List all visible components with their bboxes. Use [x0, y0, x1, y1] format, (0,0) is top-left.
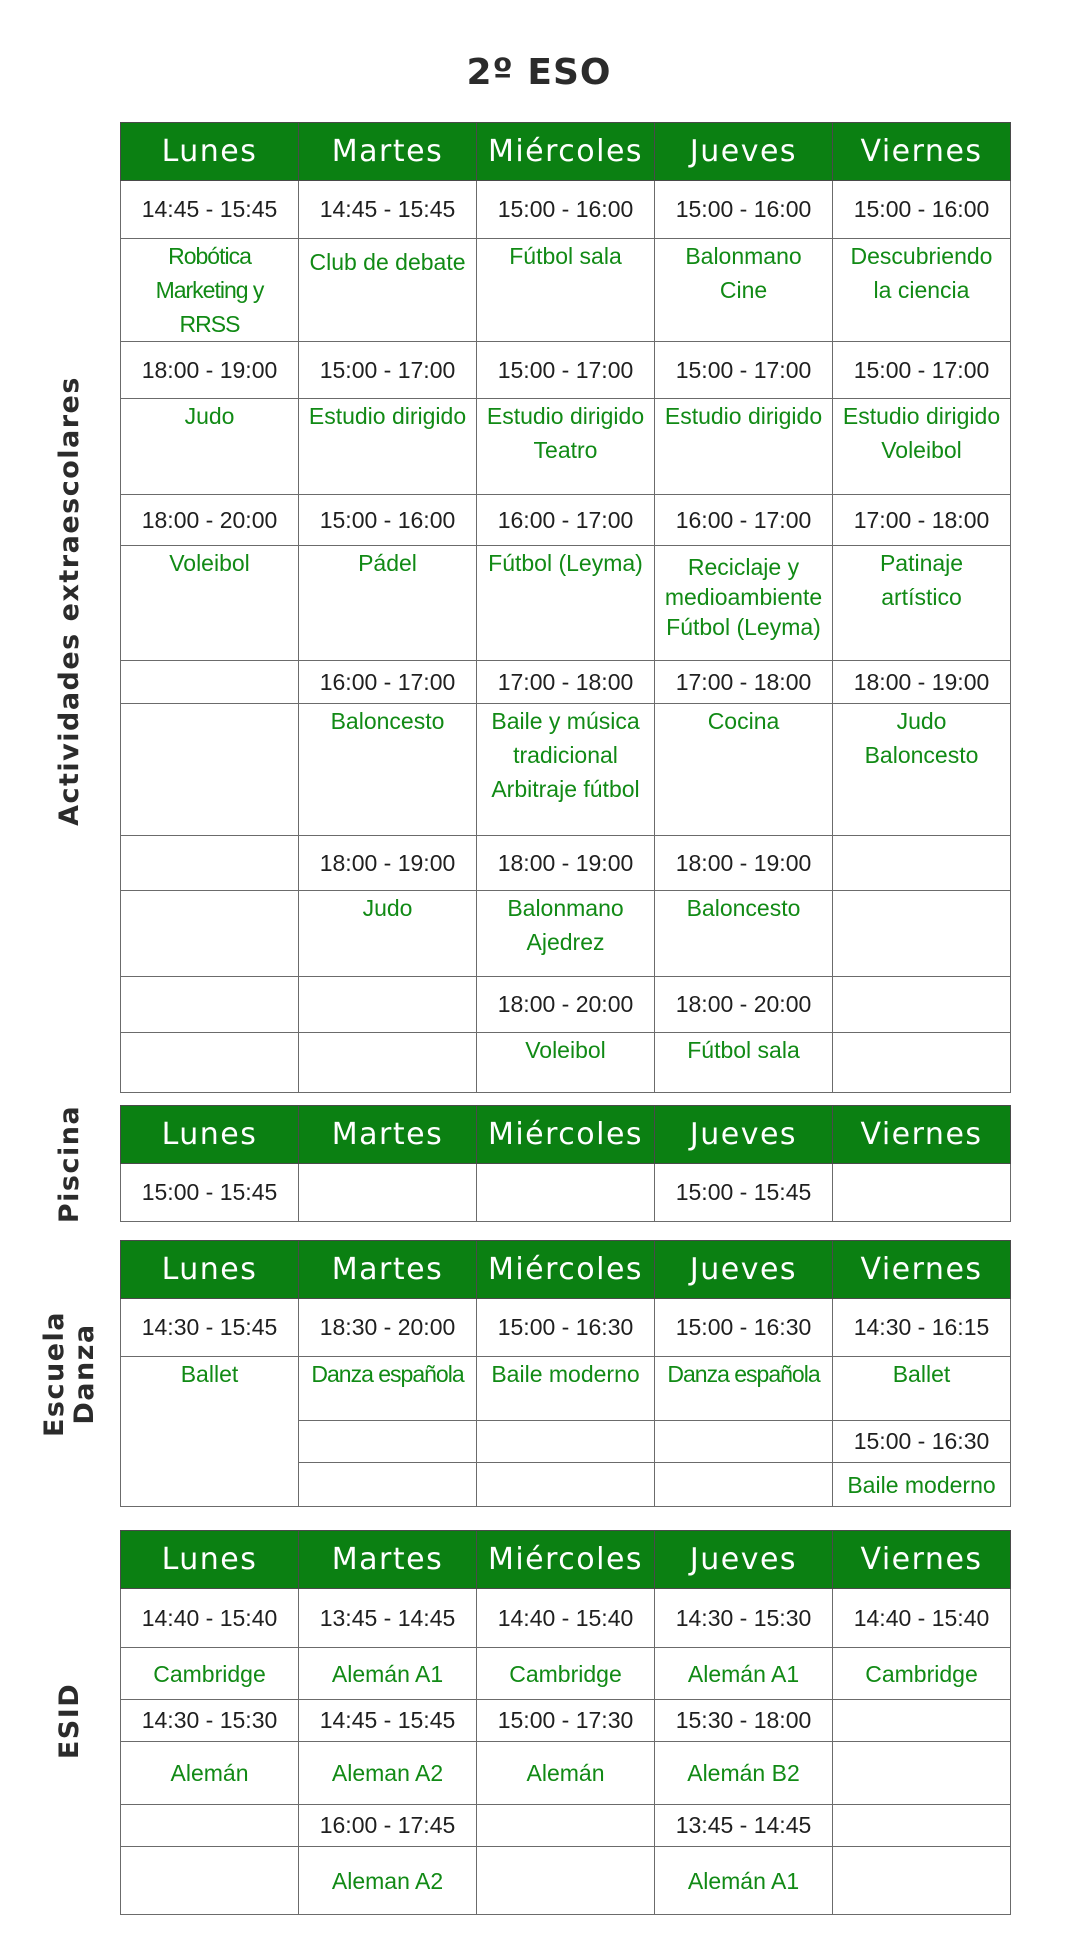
time-cell: 14:30 - 15:30: [655, 1589, 833, 1648]
activity-cell: Ballet: [121, 1357, 299, 1507]
header-miercoles: Miércoles: [477, 1241, 655, 1299]
time-cell: [121, 1805, 299, 1847]
time-cell: 15:00 - 16:00: [833, 181, 1011, 239]
activity-cell: Baile moderno: [477, 1357, 655, 1421]
activity-cell: Alemán: [121, 1742, 299, 1805]
header-lunes: Lunes: [121, 1106, 299, 1164]
activity-cell: Alemán B2: [655, 1742, 833, 1805]
activity-cell: Patinaje artístico: [833, 546, 1011, 661]
time-cell: [655, 1421, 833, 1463]
time-cell: [833, 1164, 1011, 1222]
time-cell: [833, 1805, 1011, 1847]
activity-cell: Fútbol sala: [655, 1033, 833, 1093]
activity-cell: Alemán A1: [655, 1847, 833, 1915]
time-cell: 15:00 - 16:30: [833, 1421, 1011, 1463]
header-lunes: Lunes: [121, 123, 299, 181]
activity-cell: Descubriendo la ciencia: [833, 239, 1011, 342]
activity-row: [121, 399, 1011, 495]
activity-cell: [833, 891, 1011, 977]
time-cell: 18:00 - 20:00: [121, 495, 299, 546]
section-label-piscina: [30, 1105, 110, 1223]
time-cell: [477, 1421, 655, 1463]
time-cell: 15:30 - 18:00: [655, 1700, 833, 1742]
activity-row: [121, 239, 1011, 342]
activity-cell: [477, 1463, 655, 1507]
activity-cell: Reciclaje y medioambiente Fútbol (Leyma): [655, 546, 833, 661]
header-jueves: Jueves: [655, 123, 833, 181]
time-cell: 14:40 - 15:40: [833, 1589, 1011, 1648]
activity-cell: [121, 1033, 299, 1093]
time-cell: 14:45 - 15:45: [299, 1700, 477, 1742]
schedule-table-esid: [120, 1530, 1011, 1915]
schedule-table-piscina: [120, 1105, 1011, 1222]
activity-cell: Estudio dirigido: [299, 399, 477, 495]
time-row: [121, 1805, 1011, 1847]
section-label-text: Actividades extraescolares: [54, 376, 86, 826]
time-cell: 15:00 - 16:00: [299, 495, 477, 546]
activity-cell: Cambridge: [477, 1648, 655, 1700]
activity-cell: Estudio dirigido Voleibol: [833, 399, 1011, 495]
section-label-text: Escuela Danza: [39, 1310, 100, 1438]
time-cell: 16:00 - 17:45: [299, 1805, 477, 1847]
header-miercoles: Miércoles: [477, 1531, 655, 1589]
time-cell: [121, 836, 299, 891]
time-cell: 15:00 - 16:30: [477, 1299, 655, 1357]
header-row: [121, 1106, 1011, 1164]
time-cell: 18:00 - 19:00: [477, 836, 655, 891]
header-martes: Martes: [299, 1531, 477, 1589]
activity-cell: [121, 891, 299, 977]
activity-cell: [833, 1847, 1011, 1915]
time-cell: 14:30 - 16:15: [833, 1299, 1011, 1357]
time-cell: 14:30 - 15:45: [121, 1299, 299, 1357]
time-cell: 15:00 - 15:45: [121, 1164, 299, 1222]
activity-cell: [121, 704, 299, 836]
activity-cell: Alemán A1: [655, 1648, 833, 1700]
activity-cell: [121, 1847, 299, 1915]
time-cell: 15:00 - 17:30: [477, 1700, 655, 1742]
activity-cell: Pádel: [299, 546, 477, 661]
time-cell: 15:00 - 17:00: [299, 342, 477, 399]
section-label-extraescolares: [30, 122, 110, 1080]
time-row: [121, 1700, 1011, 1742]
section-label-danza: [30, 1240, 110, 1508]
activity-cell: Voleibol: [121, 546, 299, 661]
header-lunes: Lunes: [121, 1531, 299, 1589]
activity-cell: Danza española: [299, 1357, 477, 1421]
header-row: [121, 1531, 1011, 1589]
section-label-esid: [30, 1530, 110, 1912]
activity-cell: Danza española: [655, 1357, 833, 1421]
activity-cell: Judo Baloncesto: [833, 704, 1011, 836]
activity-row: [121, 891, 1011, 977]
section-label-text: Piscina: [54, 1104, 86, 1224]
time-cell: [299, 1421, 477, 1463]
time-cell: 14:45 - 15:45: [299, 181, 477, 239]
time-row: [121, 495, 1011, 546]
time-cell: [121, 977, 299, 1033]
time-cell: 15:00 - 15:45: [655, 1164, 833, 1222]
time-cell: [477, 1805, 655, 1847]
activity-cell: Club de debate: [299, 239, 477, 342]
time-cell: 18:00 - 19:00: [833, 661, 1011, 704]
activity-cell: Aleman A2: [299, 1742, 477, 1805]
time-row: [121, 836, 1011, 891]
header-viernes: Viernes: [833, 1106, 1011, 1164]
time-row: [121, 1299, 1011, 1357]
activity-cell: Balonmano Ajedrez: [477, 891, 655, 977]
time-cell: 15:00 - 16:00: [655, 181, 833, 239]
header-lunes: Lunes: [121, 1241, 299, 1299]
activity-cell: Ballet: [833, 1357, 1011, 1421]
time-cell: 15:00 - 17:00: [833, 342, 1011, 399]
time-cell: 18:00 - 20:00: [655, 977, 833, 1033]
activity-cell: [299, 1033, 477, 1093]
activity-cell: [833, 1742, 1011, 1805]
activity-cell: Judo: [121, 399, 299, 495]
header-viernes: Viernes: [833, 123, 1011, 181]
time-cell: 14:40 - 15:40: [477, 1589, 655, 1648]
header-jueves: Jueves: [655, 1241, 833, 1299]
activity-cell: Fútbol sala: [477, 239, 655, 342]
activity-cell: Cambridge: [121, 1648, 299, 1700]
header-row: [121, 1241, 1011, 1299]
time-cell: [833, 1700, 1011, 1742]
activity-cell: Alemán: [477, 1742, 655, 1805]
time-cell: 17:00 - 18:00: [477, 661, 655, 704]
time-cell: [833, 836, 1011, 891]
time-row: [121, 1589, 1011, 1648]
activity-cell: Baloncesto: [655, 891, 833, 977]
activity-cell: Baile moderno: [833, 1463, 1011, 1507]
header-jueves: Jueves: [655, 1106, 833, 1164]
activity-cell: Estudio dirigido: [655, 399, 833, 495]
time-cell: 18:30 - 20:00: [299, 1299, 477, 1357]
activity-row: [121, 1847, 1011, 1915]
activity-cell: Cambridge: [833, 1648, 1011, 1700]
schedule-table-extraescolares: [120, 122, 1011, 1093]
activity-cell: Aleman A2: [299, 1847, 477, 1915]
time-cell: 15:00 - 16:30: [655, 1299, 833, 1357]
time-cell: 18:00 - 19:00: [121, 342, 299, 399]
time-cell: 15:00 - 17:00: [477, 342, 655, 399]
time-cell: [299, 1164, 477, 1222]
activity-cell: Cocina: [655, 704, 833, 836]
time-cell: [477, 1164, 655, 1222]
section-label-text: ESID: [53, 1682, 85, 1760]
time-cell: [833, 977, 1011, 1033]
header-martes: Martes: [299, 1106, 477, 1164]
time-row: [121, 342, 1011, 399]
activity-cell: Baloncesto: [299, 704, 477, 836]
header-martes: Martes: [299, 123, 477, 181]
activity-cell: Judo: [299, 891, 477, 977]
time-row: [121, 661, 1011, 704]
time-row: [121, 1164, 1011, 1222]
time-row: [121, 977, 1011, 1033]
activity-row: [121, 1742, 1011, 1805]
time-cell: 17:00 - 18:00: [833, 495, 1011, 546]
header-row: [121, 123, 1011, 181]
time-cell: 14:30 - 15:30: [121, 1700, 299, 1742]
activity-row: [121, 1357, 1011, 1421]
header-jueves: Jueves: [655, 1531, 833, 1589]
header-martes: Martes: [299, 1241, 477, 1299]
time-cell: 18:00 - 19:00: [299, 836, 477, 891]
time-cell: [299, 977, 477, 1033]
activity-cell: Voleibol: [477, 1033, 655, 1093]
activity-cell: Alemán A1: [299, 1648, 477, 1700]
activity-cell: [833, 1033, 1011, 1093]
time-cell: 13:45 - 14:45: [655, 1805, 833, 1847]
schedule-table-danza: [120, 1240, 1011, 1507]
activity-cell: Balonmano Cine: [655, 239, 833, 342]
activity-row: [121, 1033, 1011, 1093]
time-cell: 15:00 - 17:00: [655, 342, 833, 399]
activity-row: [121, 704, 1011, 836]
time-cell: 18:00 - 19:00: [655, 836, 833, 891]
time-cell: 15:00 - 16:00: [477, 181, 655, 239]
activity-cell: Robótica Marketing y RRSS: [121, 239, 299, 342]
activity-cell: Baile y música tradicional Arbitraje fútbol: [477, 704, 655, 836]
time-row: [121, 181, 1011, 239]
page-title: 2º ESO: [466, 52, 612, 93]
activity-row: [121, 546, 1011, 661]
header-viernes: Viernes: [833, 1241, 1011, 1299]
header-miercoles: Miércoles: [477, 1106, 655, 1164]
time-cell: 14:45 - 15:45: [121, 181, 299, 239]
time-cell: 17:00 - 18:00: [655, 661, 833, 704]
activity-cell: [655, 1463, 833, 1507]
activity-cell: Estudio dirigido Teatro: [477, 399, 655, 495]
time-cell: 18:00 - 20:00: [477, 977, 655, 1033]
time-cell: 16:00 - 17:00: [655, 495, 833, 546]
time-cell: 14:40 - 15:40: [121, 1589, 299, 1648]
activity-row: [121, 1648, 1011, 1700]
time-cell: 16:00 - 17:00: [477, 495, 655, 546]
header-viernes: Viernes: [833, 1531, 1011, 1589]
activity-cell: [477, 1847, 655, 1915]
activity-cell: Fútbol (Leyma): [477, 546, 655, 661]
time-cell: 16:00 - 17:00: [299, 661, 477, 704]
time-cell: 13:45 - 14:45: [299, 1589, 477, 1648]
header-miercoles: Miércoles: [477, 123, 655, 181]
activity-cell: [299, 1463, 477, 1507]
time-cell: [121, 661, 299, 704]
